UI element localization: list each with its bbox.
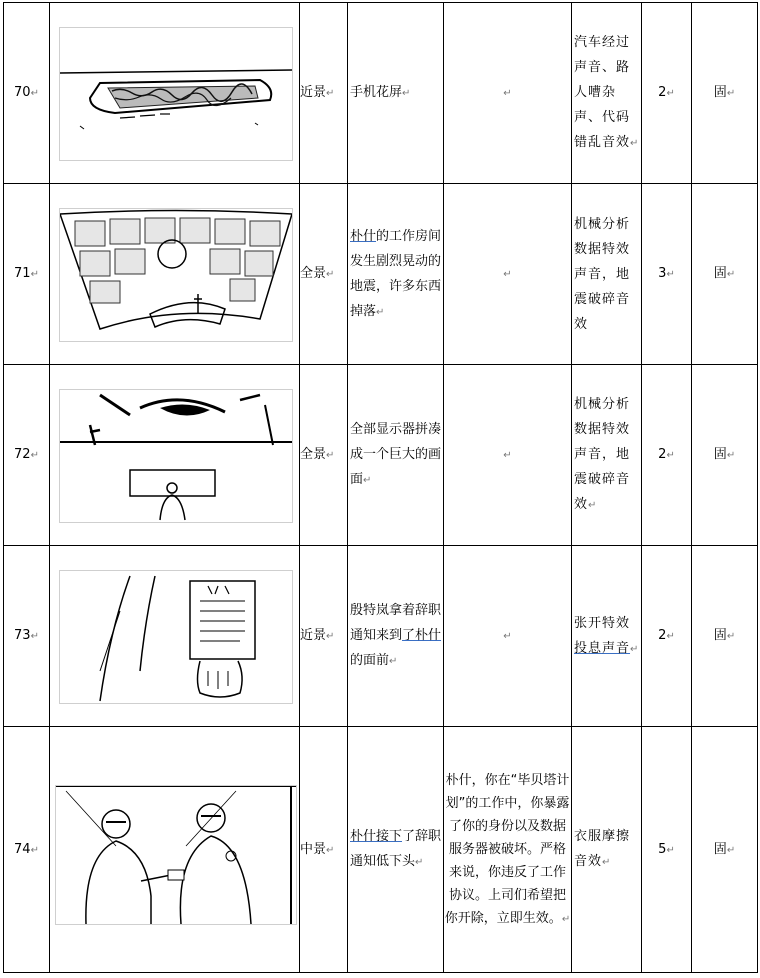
sound-cell: 机械分析数据特效声音，地震破碎音效 [572,184,642,365]
camera-cell: 固↵ [692,546,758,727]
control-room-sketch-drawing [60,209,292,341]
phone-sketch-drawing [60,28,292,160]
shot-number-cell: 71↵ [4,184,50,365]
camera-cell: 固↵ [692,727,758,973]
shot-number-cell: 73↵ [4,546,50,727]
sketch-cell [50,546,300,727]
dialogue-cell: ↵ [444,365,572,546]
resignation-letter-sketch-icon [59,570,293,704]
description-cell: 朴什接下了辞职通知低下头↵ [348,727,444,973]
phone-sketch-icon [59,27,293,161]
dialogue-cell: ↵ [444,184,572,365]
shot-number-cell: 70↵ [4,3,50,184]
duration-cell: 3↵ [642,184,692,365]
duration-cell: 2↵ [642,546,692,727]
storyboard-table [3,2,758,973]
camera-cell: 固↵ [692,3,758,184]
two-men-handover-sketch-drawing [56,786,296,924]
two-men-handover-sketch-icon [55,785,297,925]
sound-cell: 机械分析数据特效声音，地震破碎音效↵ [572,365,642,546]
shot-number-cell: 74↵ [4,727,50,973]
table-row [4,727,758,973]
duration-cell: 2↵ [642,3,692,184]
shot-size-cell: 近景↵ [300,3,348,184]
description-cell: 手机花屏↵ [348,3,444,184]
sound-cell: 汽车经过声音、路人嘈杂声、代码错乱音效↵ [572,3,642,184]
duration-cell: 2↵ [642,365,692,546]
giant-eyes-sketch-drawing [60,390,292,522]
sketch-cell [50,184,300,365]
sketch-cell [50,365,300,546]
shot-number-cell: 72↵ [4,365,50,546]
sketch-cell [50,3,300,184]
description-cell: 殷特岚拿着辞职通知来到了朴什的面前↵ [348,546,444,727]
sound-cell: 衣服摩擦音效↵ [572,727,642,973]
shot-size-cell: 中景↵ [300,727,348,973]
camera-cell: 固↵ [692,365,758,546]
shot-size-cell: 全景↵ [300,184,348,365]
table-row [4,184,758,365]
shot-size-cell: 全景↵ [300,365,348,546]
sound-cell: 张开特效投息声音↵ [572,546,642,727]
description-cell: 朴什的工作房间发生剧烈晃动的地震，许多东西掉落↵ [348,184,444,365]
giant-eyes-sketch-icon [59,389,293,523]
table-row [4,365,758,546]
dialogue-cell: ↵ [444,3,572,184]
dialogue-cell: 朴什，你在“毕贝塔计划”的工作中，你暴露了你的身份以及数据服务器被破坏。严格来说，你违反了工作协议。上司们希望把你开除，立即生效。↵ [444,727,572,973]
control-room-sketch-icon [59,208,293,342]
table-row [4,3,758,184]
camera-cell: 固↵ [692,184,758,365]
table-row [4,546,758,727]
resignation-letter-sketch-drawing [60,571,292,703]
shot-size-cell: 近景↵ [300,546,348,727]
sketch-cell [50,727,300,973]
dialogue-cell: ↵ [444,546,572,727]
duration-cell: 5↵ [642,727,692,973]
description-cell: 全部显示器拼凑成一个巨大的画面↵ [348,365,444,546]
